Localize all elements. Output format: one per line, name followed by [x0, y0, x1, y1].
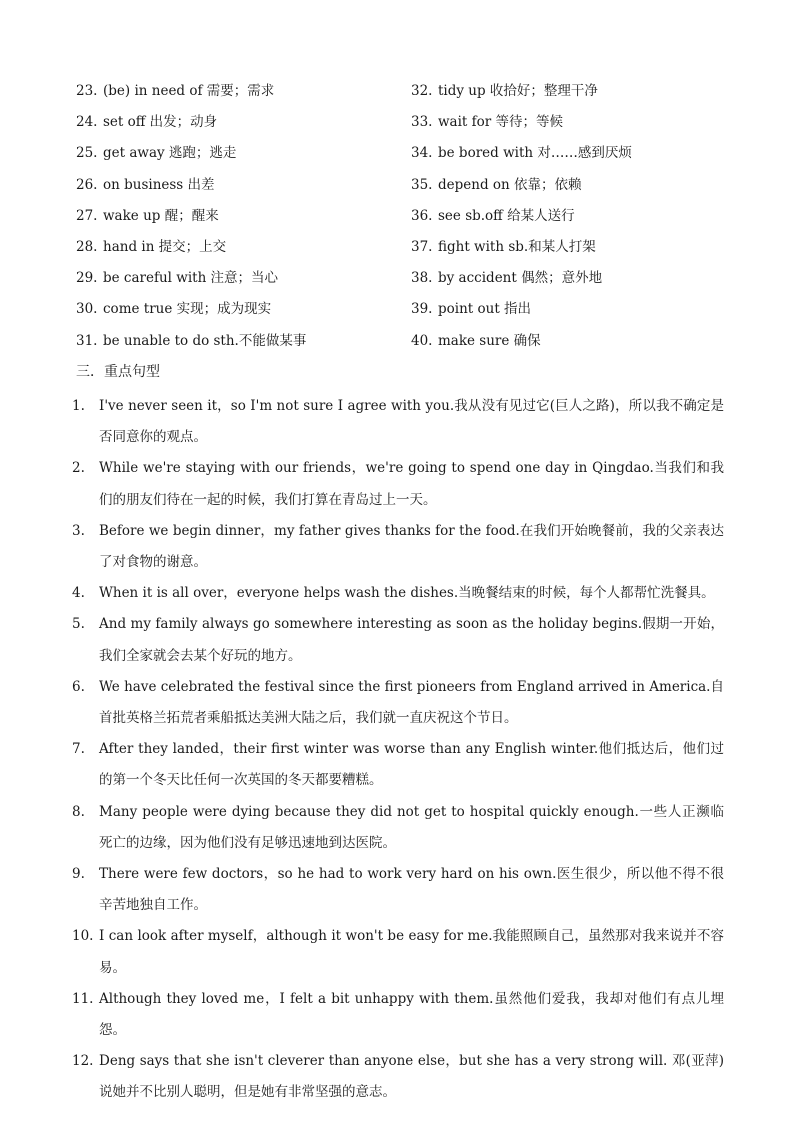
sentence-text: There were few doctors，so he had to work very hard on his own.医生很少，所以他不得不很辛苦地独自工作。 [99, 866, 724, 914]
sentence-item [72, 734, 724, 796]
phrase-row [76, 140, 756, 171]
phrase-item [76, 140, 236, 166]
phrase-item [411, 234, 596, 260]
phrase-item [76, 265, 278, 291]
phrase-text: on business 出差 [103, 176, 215, 193]
sentence-item [72, 797, 724, 859]
sentence-number: 3. [72, 522, 85, 539]
phrase-text: see sb.off 给某人送行 [438, 207, 575, 224]
phrase-item [411, 296, 531, 322]
sentence-text: While we're staying with our friends，we're going to spend one day in Qingdao.当我们和我们的朋友们待在一起的时候，我们打算在青岛过上一天。 [99, 460, 724, 508]
phrase-text: get away 逃跑；逃走 [103, 145, 237, 162]
sentence-list [72, 391, 724, 1109]
phrase-text: (be) in need of 需要；需求 [103, 83, 275, 99]
phrase-number: 31. [76, 332, 98, 349]
sentence-text: When it is all over，everyone helps wash the dishes.当晚餐结束的时候，每个人都帮忙洗餐具。 [99, 585, 715, 602]
phrase-number: 23. [76, 83, 98, 99]
sentence-item [72, 984, 724, 1046]
sentence-number: 5. [72, 616, 85, 633]
sentence-text: Before we begin dinner，my father gives thanks for the food.在我们开始晚餐前，我的父亲表达了对食物的谢意。 [99, 522, 724, 571]
phrase-row [76, 234, 756, 265]
sentence-item [72, 453, 724, 515]
sentence-text: After they landed，their first winter was worse than any English winter.他们抵达后，他们过的第一个冬天比任何一次英国的冬天都要糟糕。 [99, 741, 724, 789]
phrase-number: 24. [76, 114, 98, 131]
phrase-row [76, 296, 756, 327]
sentence-item [72, 516, 724, 578]
sentence-item [72, 391, 724, 453]
phrase-item [411, 328, 541, 354]
phrase-row [76, 203, 756, 234]
phrase-number: 35. [411, 176, 433, 193]
phrase-text: point out 指出 [438, 301, 532, 318]
sentence-number: 7. [72, 741, 85, 758]
phrase-item [76, 109, 217, 135]
phrase-text: set off 出发；动身 [103, 114, 218, 131]
phrase-item [411, 109, 563, 135]
phrase-text: be careful with 注意；当心 [103, 270, 279, 287]
phrase-row [76, 109, 756, 140]
phrase-number: 25. [76, 145, 98, 162]
phrase-list [76, 78, 756, 359]
phrase-text: depend on 依靠；依赖 [438, 176, 582, 193]
sentence-text: Although they loved me，I felt a bit unhappy with them.虽然他们爱我，我却对他们有点儿埋怨。 [99, 990, 724, 1039]
sentence-number: 11. [72, 990, 94, 1007]
phrase-item [411, 78, 598, 104]
phrase-text: be unable to do sth.不能做某事 [103, 332, 307, 349]
phrase-number: 27. [76, 207, 98, 224]
phrase-text: wake up 醒；醒来 [103, 207, 219, 224]
sentence-number: 1. [72, 398, 85, 414]
sentence-text: I can look after myself，although it won't be easy for me.我能照顾自己，虽然那对我来说并不容易。 [99, 928, 724, 976]
sentence-number: 8. [72, 803, 85, 820]
phrase-number: 33. [411, 114, 433, 131]
sentence-number: 9. [72, 866, 85, 883]
phrase-text: make sure 确保 [438, 332, 541, 349]
section-heading: 三．重点句型 [76, 364, 160, 380]
phrase-number: 36. [411, 207, 433, 224]
phrase-item [411, 140, 632, 166]
sentence-text: I've never seen it，so I'm not sure I agree with you.我从没有见过它(巨人之路)，所以我不确定是否同意你的观点。 [99, 398, 724, 446]
phrase-number: 37. [411, 238, 433, 255]
phrase-item [411, 265, 602, 291]
sentence-text: Deng says that she isn't cleverer than anyone else，but she has a very strong will. 邓(亚萍)说她并不比别人聪明，但是她有非常坚强的意志。 [99, 1053, 724, 1101]
phrase-text: be bored with 对……感到厌烦 [438, 145, 632, 162]
phrase-text: by accident 偶然；意外地 [438, 270, 603, 287]
phrase-item [411, 172, 582, 198]
phrase-number: 26. [76, 176, 98, 193]
sentence-number: 2. [72, 460, 85, 477]
phrase-item [76, 203, 219, 229]
phrase-row [76, 328, 756, 359]
sentence-number: 10. [72, 928, 94, 945]
phrase-text: tidy up 收拾好；整理干净 [438, 83, 598, 99]
sentence-item [72, 859, 724, 921]
phrase-row [76, 172, 756, 203]
phrase-number: 39. [411, 301, 433, 318]
phrase-item [76, 78, 274, 104]
phrase-text: wait for 等待；等候 [438, 114, 564, 131]
phrase-item [76, 234, 226, 260]
phrase-number: 30. [76, 301, 98, 318]
sentence-item [72, 672, 724, 734]
sentence-text: We have celebrated the festival since the first pioneers from England arrived in America.自首批英格兰拓荒者乘船抵达美洲大陆之后，我们就一直庆祝这个节日。 [99, 678, 724, 727]
phrase-number: 40. [411, 332, 433, 349]
sentence-number: 6. [72, 678, 85, 695]
sentence-item [72, 1046, 724, 1108]
phrase-item [76, 172, 215, 198]
phrase-row [76, 265, 756, 296]
phrase-number: 32. [411, 83, 433, 99]
phrase-item [411, 203, 575, 229]
phrase-text: fight with sb.和某人打架 [438, 238, 596, 255]
sentence-number: 4. [72, 585, 85, 602]
sentence-item [72, 609, 724, 671]
sentence-item [72, 921, 724, 983]
phrase-text: hand in 提交；上交 [103, 238, 227, 255]
phrase-text: come true 实现；成为现实 [103, 301, 272, 318]
phrase-number: 38. [411, 270, 433, 287]
phrase-row [76, 78, 756, 109]
sentence-number: 12. [72, 1053, 94, 1070]
phrase-item [76, 296, 271, 322]
sentence-text: Many people were dying because they did not get to hospital quickly enough.一些人正濒临死亡的边缘，因为他们没有足够迅速地到达医院。 [99, 803, 724, 851]
phrase-number: 34. [411, 145, 433, 162]
phrase-item [76, 328, 306, 354]
phrase-number: 28. [76, 238, 98, 255]
sentence-item [72, 578, 724, 609]
sentence-text: And my family always go somewhere interesting as soon as the holiday begins.假期一开始，我们全家就会去某个好玩的地方。 [99, 616, 724, 664]
phrase-number: 29. [76, 270, 98, 287]
